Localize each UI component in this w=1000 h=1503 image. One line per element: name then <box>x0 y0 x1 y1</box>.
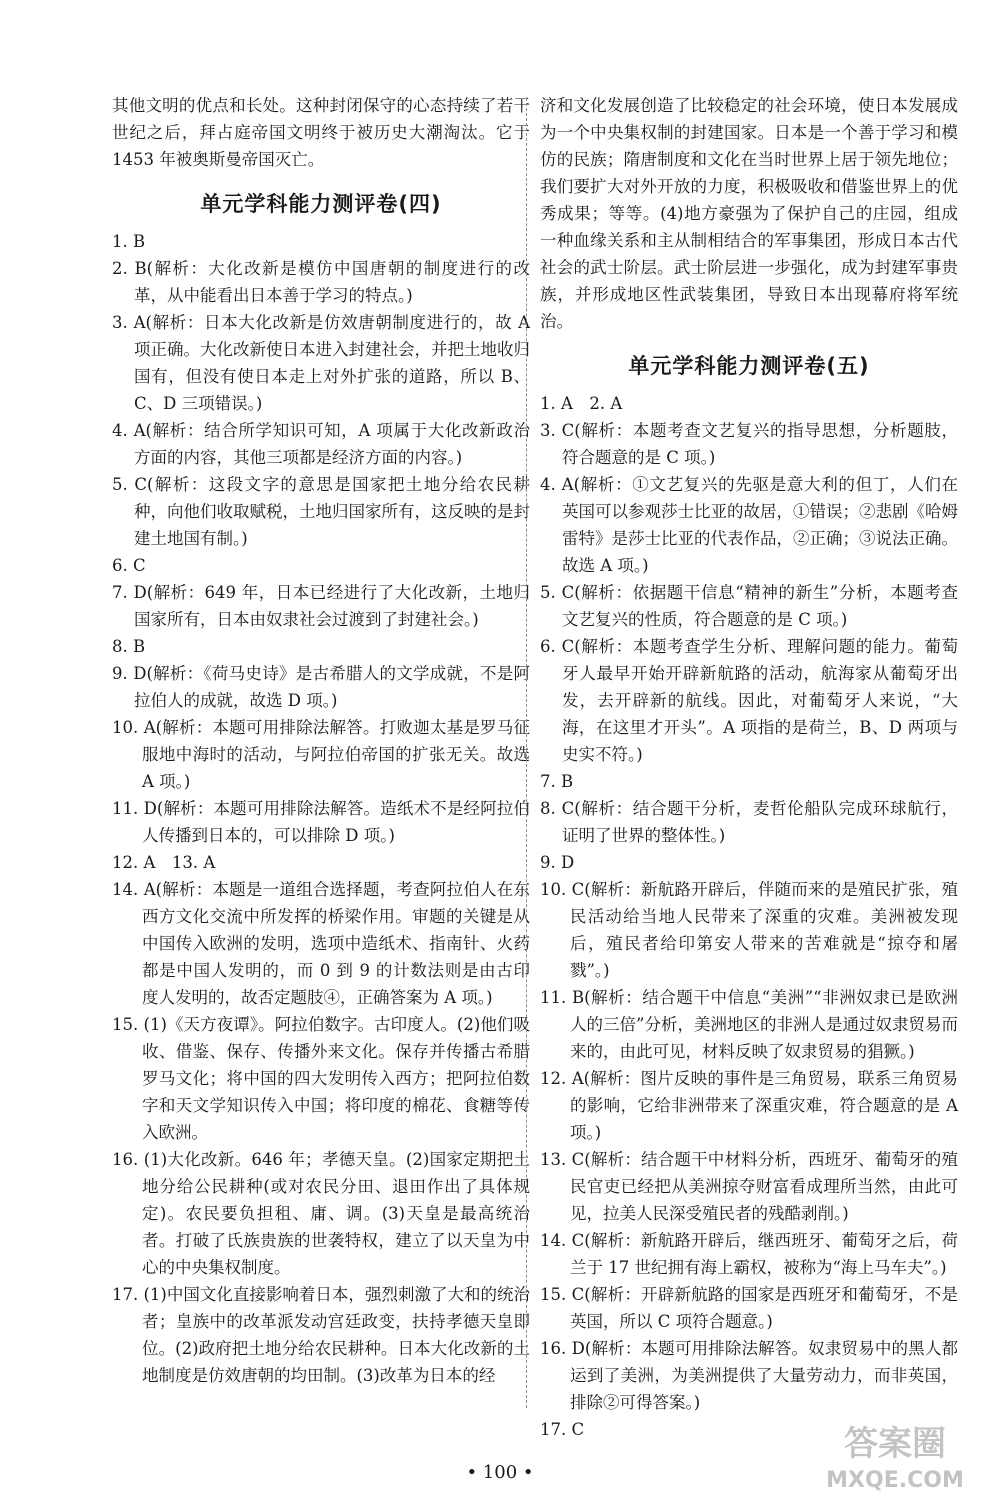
answer-item: 5. C(解析：依据题干信息“精神的新生”分析，本题考查文艺复兴的性质，符合题意的是 C 项。) <box>540 583 958 629</box>
answer-item: 6. C(解析：本题考查学生分析、理解问题的能力。葡萄牙人最早开始开辟新航路的活动，航海家从葡萄牙出发，去开辟新的航线。因此，对葡萄牙人来说，“大海，在这里才开头”。A 项指的是荷兰，B、D 两项与史实不符。) <box>540 637 958 764</box>
section-title-4: 单元学科能力测评卷(四) <box>200 192 442 216</box>
answer-item: 1. B <box>112 232 146 251</box>
watermark-top-text: 答案圈 <box>844 1424 946 1464</box>
left-column <box>112 92 530 1389</box>
answer-item: 5. C(解析：这段文字的意思是国家把土地分给农民耕种，向他们收取赋税，土地归国家所有，这反映的是封建土地国有制。) <box>112 475 530 548</box>
watermark-bottom-text: MXQE.COM <box>826 1468 964 1493</box>
answer-item: 10. A(解析：本题可用排除法解答。打败迦太基是罗马征服地中海时的活动，与阿拉伯帝国的扩张无关。故选 A 项。) <box>112 718 530 791</box>
answer-item: 2. B(解析：大化改新是模仿中国唐朝的制度进行的改革，从中能看出日本善于学习的特点。) <box>112 259 530 305</box>
answer-item: 12. A(解析：图片反映的事件是三角贸易，联系三角贸易的影响，它给非洲带来了深重灾难，符合题意的是 A 项。) <box>540 1069 958 1142</box>
answer-item: 7. B <box>540 772 574 791</box>
watermark-logo <box>800 1415 990 1495</box>
answer-item: 4. A(解析：结合所学知识可知，A 项属于大化改新政治方面的内容，其他三项都是经济方面的内容。) <box>112 421 530 467</box>
answer-item: 14. C(解析：新航路开辟后，继西班牙、葡萄牙之后，荷兰于 17 世纪拥有海上霸权，被称为“海上马车夫”。) <box>540 1231 958 1277</box>
answer-item: 12. A 13. A <box>112 853 216 872</box>
answer-item: 8. B <box>112 637 146 656</box>
answer-item: 13. C(解析：结合题干中材料分析，西班牙、葡萄牙的殖民官吏已经把从美洲掠夺财富看成理所当然，由此可见，拉美人民深受殖民者的残酷剥削。) <box>540 1150 958 1223</box>
answer-item: 16. D(解析：本题可用排除法解答。奴隶贸易中的黑人都运到了美洲，为美洲提供了大量劳动力，而非英国，排除②可得答案。) <box>540 1339 958 1412</box>
answer-item: 17. (1)中国文化直接影响着日本，强烈刺激了大和的统治者；皇族中的改革派发动宫廷政变，扶持孝德天皇即位。(2)政府把土地分给农民耕种。日本大化改新的土地制度是仿效唐朝的均田制。(3)改革为日本的经 <box>112 1285 530 1385</box>
answer-item: 10. C(解析：新航路开辟后，伴随而来的是殖民扩张，殖民活动给当地人民带来了深重的灾难。美洲被发现后，殖民者给印第安人带来的苦难就是“掠夺和屠戮”。) <box>540 880 958 980</box>
answer-list-5 <box>540 390 958 1443</box>
column-divider <box>526 98 527 1408</box>
page-number: • 100 • <box>466 1462 534 1483</box>
answer-item: 3. A(解析：日本大化改新是仿效唐朝制度进行的，故 A 项正确。大化改新使日本进入封建社会，并把土地收归国有，但没有使日本走上对外扩张的道路，所以 B、C、D 三项错误。) <box>112 313 530 413</box>
answer-item: 9. D(解析：《荷马史诗》是古希腊人的文学成就，不是阿拉伯人的成就，故选 D 项。) <box>112 664 530 710</box>
answer-item: 7. D(解析：649 年，日本已经进行了大化改新，土地归国家所有，日本由奴隶社会过渡到了封建社会。) <box>112 583 530 629</box>
answer-item: 6. C <box>112 556 146 575</box>
answer-item: 15. (1)《天方夜谭》。阿拉伯数字。古印度人。(2)他们吸收、借鉴、保存、传播外来文化。保存并传播古希腊罗马文化；将中国的四大发明传入西方；把阿拉伯数字和天文学知识传入中国；将印度的棉花、食糖等传入欧洲。 <box>112 1015 530 1142</box>
section-title-5: 单元学科能力测评卷(五) <box>628 354 870 378</box>
answer-list-4 <box>112 228 530 1389</box>
left-intro-paragraph: 其他文明的优点和长处。这种封闭保守的心态持续了若干世纪之后，拜占庭帝国文明终于被历史大潮淘汰。它于 1453 年被奥斯曼帝国灭亡。 <box>112 96 530 169</box>
answer-item: 15. C(解析：开辟新航路的国家是西班牙和葡萄牙，不是英国，所以 C 项符合题意。) <box>540 1285 958 1331</box>
answer-item: 4. A(解析：①文艺复兴的先驱是意大利的但丁，人们在英国可以参观莎士比亚的故居，①错误；②悲剧《哈姆雷特》是莎士比亚的代表作品，②正确；③说法正确。故选 A 项。) <box>540 475 958 575</box>
answer-item: 16. (1)大化改新。646 年；孝德天皇。(2)国家定期把土地分给公民耕种(或对农民分田、退田作出了具体规定)。农民要负担租、庸、调。(3)天皇是最高统治者。打破了氏族贵族的世袭特权，建立了以天皇为中心的中央集权制度。 <box>112 1150 530 1277</box>
answer-item: 11. D(解析：本题可用排除法解答。造纸术不是经阿拉伯人传播到日本的，可以排除 D 项。) <box>112 799 530 845</box>
answer-item: 14. A(解析：本题是一道组合选择题，考查阿拉伯人在东西方文化交流中所发挥的桥梁作用。审题的关键是从中国传入欧洲的发明，选项中造纸术、指南针、火药都是中国人发明的，而 0 到 9 的计数法则是由古印度人发明的，故否定题肢④，正确答案为 A 项。) <box>112 880 530 1007</box>
answer-item: 17. C <box>540 1420 585 1439</box>
answer-item: 8. C(解析：结合题干分析，麦哲伦船队完成环球航行，证明了世界的整体性。) <box>540 799 958 845</box>
right-column <box>540 92 958 1443</box>
answer-item: 3. C(解析：本题考查文艺复兴的指导思想，分析题肢，符合题意的是 C 项。) <box>540 421 958 467</box>
right-intro-paragraph: 济和文化发展创造了比较稳定的社会环境，使日本发展成为一个中央集权制的封建国家。日本是一个善于学习和模仿的民族；隋唐制度和文化在当时世界上居于领先地位；我们要扩大对外开放的力度，积极吸收和借鉴世界上的优秀成果；等等。(4)地方豪强为了保护自己的庄园，组成一种血缘关系和主从制相结合的军事集团，形成日本古代社会的武士阶层。武士阶层进一步强化，成为封建军事贵族，并形成地区性武装集团，导致日本出现幕府将军统治。 <box>540 96 958 331</box>
answer-item: 1. A 2. A <box>540 394 623 413</box>
answer-item: 9. D <box>540 853 575 872</box>
answer-item: 11. B(解析：结合题干中信息“美洲”“非洲奴隶已是欧洲人的三倍”分析，美洲地区的非洲人是通过奴隶贸易而来的，由此可见，材料反映了奴隶贸易的猖獗。) <box>540 988 958 1061</box>
